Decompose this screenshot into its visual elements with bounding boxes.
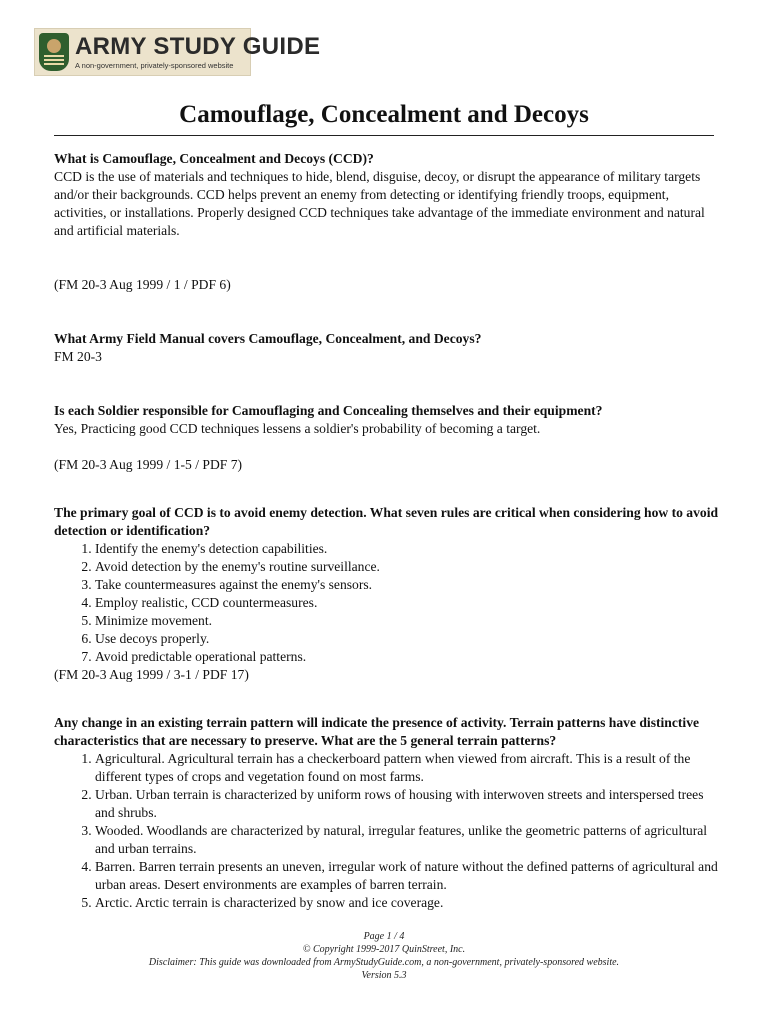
list-item: 6. Use decoys properly. bbox=[95, 630, 719, 648]
qa-section-soldier-responsibility bbox=[54, 402, 719, 474]
question: Is each Soldier responsible for Camouflaging and Concealing themselves and their equipment? bbox=[54, 403, 603, 418]
list-item: 1. Identify the enemy's detection capabilities. bbox=[95, 540, 719, 558]
answer: FM 20-3 bbox=[54, 349, 102, 364]
question: What Army Field Manual covers Camouflage, Concealment, and Decoys? bbox=[54, 331, 482, 346]
title-divider bbox=[54, 135, 714, 136]
list-item: 2. Urban. Urban terrain is characterized by uniform rows of housing with interwoven streets and interspersed trees and shrubs. bbox=[95, 786, 719, 822]
list-item: 4. Employ realistic, CCD countermeasures. bbox=[95, 594, 719, 612]
document-body bbox=[54, 150, 719, 912]
version: Version 5.3 bbox=[361, 970, 407, 981]
qa-section-field-manual bbox=[54, 330, 719, 366]
list-item: 5. Minimize movement. bbox=[95, 612, 719, 630]
list-item: 3. Wooded. Woodlands are characterized by natural, irregular features, unlike the geometric patterns of agricultural and urban terrains. bbox=[95, 822, 719, 858]
list-item: 2. Avoid detection by the enemy's routine surveillance. bbox=[95, 558, 719, 576]
citation: (FM 20-3 Aug 1999 / 1-5 / PDF 7) bbox=[54, 457, 243, 472]
logo-subtitle: A non-government, privately-sponsored website bbox=[75, 61, 234, 70]
list-item: 5. Arctic. Arctic terrain is characterized by snow and ice coverage. bbox=[95, 894, 719, 912]
question: The primary goal of CCD is to avoid enemy detection. What seven rules are critical when considering how to avoid detection or identification? bbox=[54, 505, 719, 538]
rules-list bbox=[54, 540, 719, 666]
answer: CCD is the use of materials and techniques to hide, blend, disguise, decoy, or disrupt the appearance of military targets and/or their backgrounds. CCD helps prevent an enemy from detecting or identifying friendly troops, equipment, activities, or installations. Properly designed CCD techniques take advantage of the immediate environment and natural and artificial materials. bbox=[54, 169, 705, 238]
disclaimer: Disclaimer: This guide was downloaded from ArmyStudyGuide.com, a non-government, privately-sponsored website. bbox=[148, 957, 620, 968]
copyright: © Copyright 1999-2017 QuinStreet, Inc. bbox=[302, 944, 466, 955]
answer: Yes, Practicing good CCD techniques lessens a soldier's probability of becoming a target. bbox=[54, 421, 541, 436]
page-footer bbox=[54, 930, 714, 982]
question: Any change in an existing terrain pattern will indicate the presence of activity. Terrain patterns have distinctive characteristics that are necessary to preserve. What are the 5 general terrain patterns? bbox=[54, 715, 700, 748]
list-item: 4. Barren. Barren terrain presents an uneven, irregular work of nature without the defined patterns of agricultural and urban areas. Desert environments are examples of barren terrain. bbox=[95, 858, 719, 894]
soldier-logo-icon bbox=[39, 33, 69, 71]
page-number: Page 1 / 4 bbox=[363, 931, 405, 942]
list-item: 3. Take countermeasures against the enemy's sensors. bbox=[95, 576, 719, 594]
site-logo bbox=[34, 28, 321, 76]
list-item: 7. Avoid predictable operational patterns. bbox=[95, 648, 719, 666]
terrain-list bbox=[54, 750, 719, 912]
qa-section-terrain-patterns bbox=[54, 714, 719, 912]
page-title: Camouflage, Concealment and Decoys bbox=[179, 101, 589, 128]
qa-section-seven-rules bbox=[54, 504, 719, 684]
list-item: 1. Agricultural. Agricultural terrain has a checkerboard pattern when viewed from aircraft. This is a result of the different types of crops and vegetation found on most farms. bbox=[95, 750, 719, 786]
logo-title: ARMY STUDY GUIDE bbox=[75, 33, 321, 60]
citation: (FM 20-3 Aug 1999 / 1 / PDF 6) bbox=[54, 277, 231, 292]
question: What is Camouflage, Concealment and Decoys (CCD)? bbox=[54, 151, 374, 166]
citation: (FM 20-3 Aug 1999 / 3-1 / PDF 17) bbox=[54, 667, 249, 682]
qa-section-ccd-definition bbox=[54, 150, 719, 294]
